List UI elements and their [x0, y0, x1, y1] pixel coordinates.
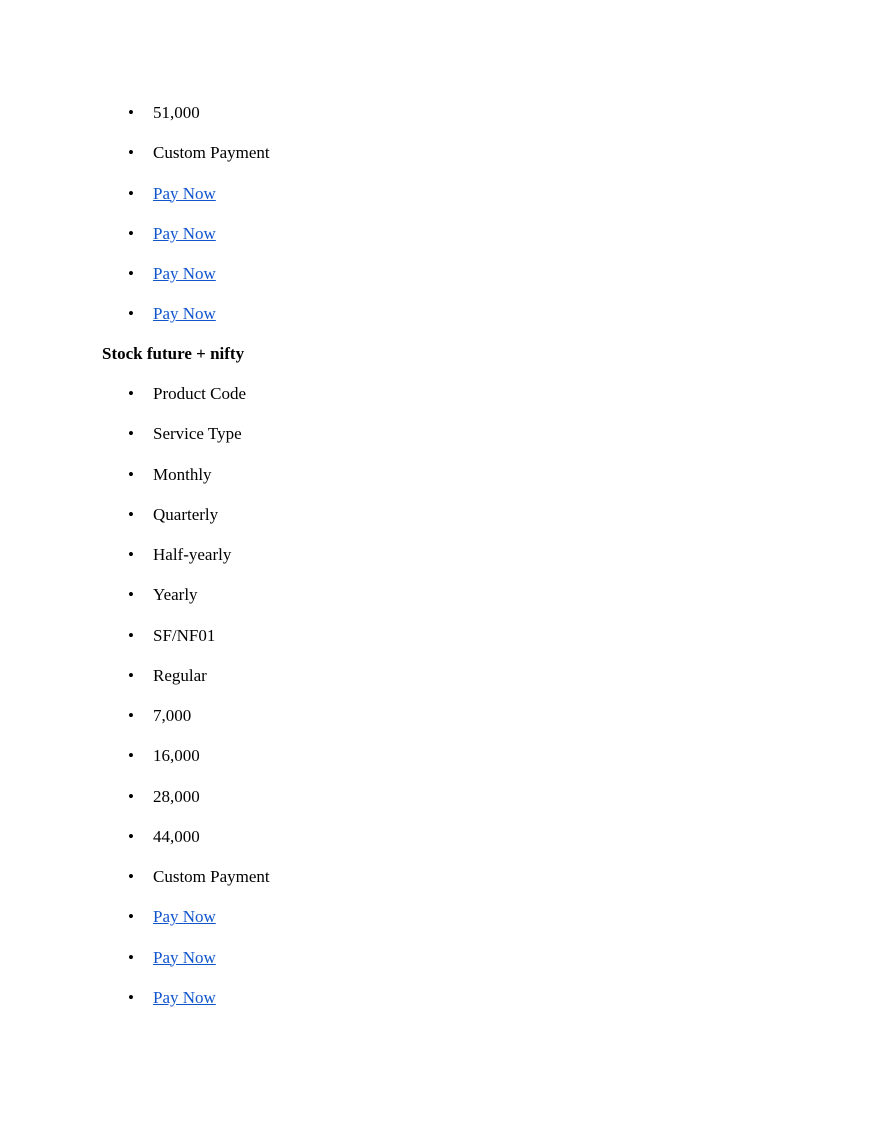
bullet-icon: • — [128, 665, 134, 685]
list-item — [102, 948, 270, 988]
list-item — [102, 827, 270, 867]
list-item — [102, 867, 270, 907]
list-item — [102, 787, 270, 827]
bullet-icon: • — [128, 987, 134, 1007]
list-item — [102, 545, 270, 585]
list-item-text: 44,000 — [153, 826, 200, 846]
pay-now-link[interactable]: Pay Now — [153, 223, 216, 243]
list-item — [102, 706, 270, 746]
list-item-text: Service Type — [153, 424, 242, 444]
bullet-icon: • — [128, 464, 134, 484]
list-item-text: 28,000 — [153, 786, 200, 806]
bullet-icon: • — [128, 304, 134, 324]
bullet-icon: • — [128, 746, 134, 766]
bullet-icon: • — [128, 545, 134, 564]
list-item — [102, 184, 270, 224]
list-item — [102, 907, 270, 947]
list-item-text: Regular — [153, 665, 207, 685]
list-item-text: 16,000 — [153, 746, 200, 766]
list-item — [102, 666, 270, 706]
bullet-icon: • — [128, 223, 134, 243]
pay-now-link[interactable]: Pay Now — [153, 947, 216, 967]
pay-now-link[interactable]: Pay Now — [153, 304, 216, 324]
pay-now-link[interactable]: Pay Now — [153, 907, 216, 927]
bullet-icon: • — [128, 103, 134, 122]
list-item-text: 7,000 — [153, 706, 192, 725]
pay-now-link[interactable]: Pay Now — [153, 264, 216, 283]
bullet-icon: • — [128, 947, 134, 967]
list-item — [102, 143, 270, 183]
bullet-icon: • — [128, 384, 134, 403]
list-item — [102, 626, 270, 666]
list-item — [102, 465, 270, 505]
pricing-list-stock-future-nifty — [102, 384, 270, 1028]
bullet-icon: • — [128, 786, 134, 806]
bullet-icon: • — [128, 867, 134, 886]
bullet-icon: • — [128, 585, 134, 605]
list-item-text: Yearly — [153, 585, 198, 605]
list-item — [102, 988, 270, 1028]
list-item-text: Half-yearly — [153, 545, 232, 564]
bullet-icon: • — [128, 706, 134, 725]
bullet-icon: • — [128, 424, 134, 444]
list-item — [102, 424, 270, 464]
pay-now-link[interactable]: Pay Now — [153, 987, 216, 1007]
list-item-text: Product Code — [153, 384, 247, 403]
bullet-icon: • — [128, 907, 134, 927]
bullet-icon: • — [128, 504, 134, 524]
list-item — [102, 746, 270, 786]
list-item-text: 51,000 — [153, 103, 200, 122]
list-item — [102, 103, 270, 143]
bullet-icon: • — [128, 183, 134, 203]
bullet-icon: • — [128, 625, 134, 645]
bullet-icon: • — [128, 264, 134, 283]
list-item-text: Monthly — [153, 464, 212, 484]
list-item-text: Custom Payment — [153, 867, 270, 886]
list-item — [102, 224, 270, 264]
list-item-text: Custom Payment — [153, 143, 270, 163]
list-item — [102, 304, 270, 344]
list-item-text: Quarterly — [153, 504, 219, 524]
bullet-icon: • — [128, 826, 134, 846]
section-heading: Stock future + nifty — [102, 344, 245, 363]
pricing-list-top — [102, 103, 270, 345]
list-item-text: SF/NF01 — [153, 625, 216, 645]
pay-now-link[interactable]: Pay Now — [153, 183, 216, 203]
list-item — [102, 384, 270, 424]
bullet-icon: • — [128, 143, 134, 163]
list-item — [102, 505, 270, 545]
list-item — [102, 585, 270, 625]
list-item — [102, 264, 270, 304]
